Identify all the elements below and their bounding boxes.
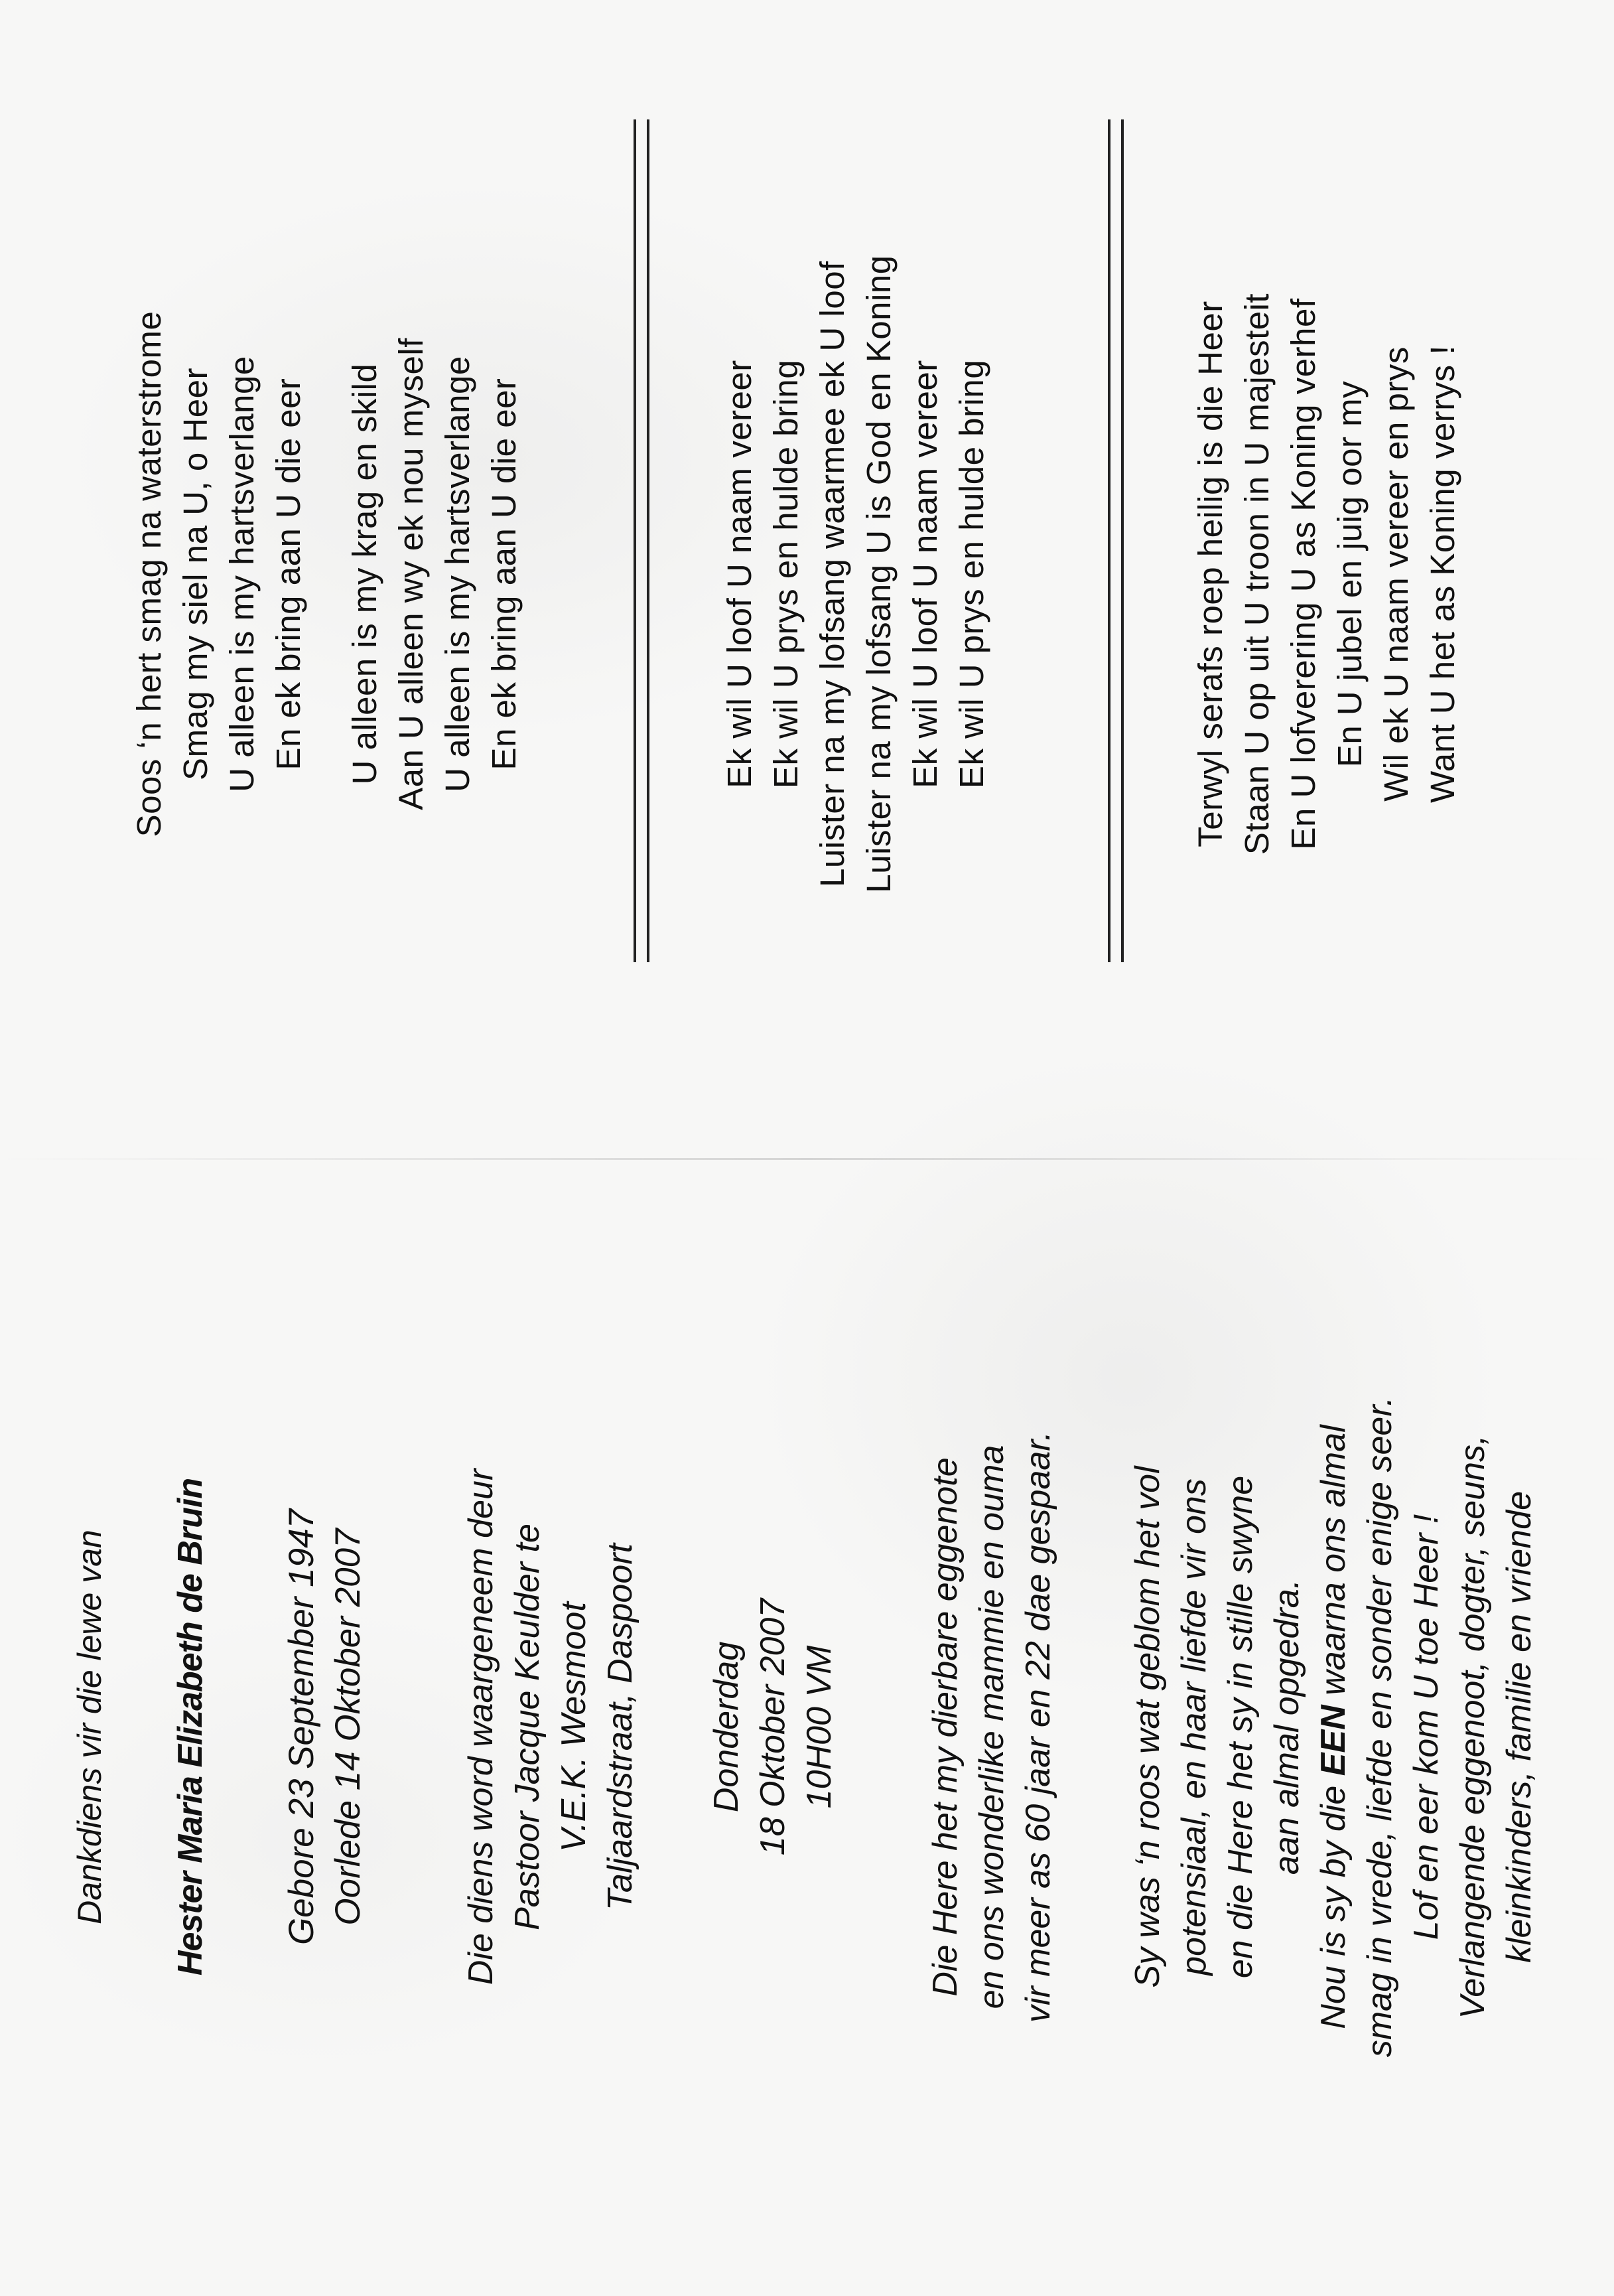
officiant-line: Die diens word waargeneem deur: [462, 1469, 500, 1985]
verse-line: Wil ek U naam vereer en prys: [1377, 346, 1415, 802]
officiant-line: Pastoor Jacque Keulder te: [508, 1524, 547, 1930]
service-date-block: [703, 1158, 842, 2296]
service-heading: Dankdiens vir die lewe van: [71, 1530, 108, 1924]
service-date: 18 Oktober 2007: [754, 1598, 792, 1856]
tribute-line: Die Here het my dierbare eggenote: [926, 1457, 965, 1997]
closing-line-bold: Nou is sy by die EEN waarna ons almal: [1314, 1425, 1353, 2029]
dates-block: [279, 1158, 371, 2296]
verse-line: Ek wil U prys en hulde bring: [953, 359, 990, 789]
verse-line: Ek wil U loof U naam vereer: [906, 360, 944, 788]
tribute-line: en ons wonderlike mammie en ouma: [973, 1445, 1011, 2009]
verse-line: Ek wil U loof U naam vereer: [720, 360, 758, 788]
officiant-line: V.E.K. Wesmoot: [555, 1602, 593, 1852]
service-day: Donderdag: [707, 1641, 746, 1813]
hymn-verse-2: [342, 0, 527, 1148]
hymn-chorus: [716, 0, 995, 1148]
een-emphasis: EEN: [1314, 1705, 1353, 1776]
verse-line: Ek wil U prys en hulde bring: [767, 359, 805, 789]
closing-line: kleinkinders, familie en vriende: [1500, 1491, 1538, 1964]
verse-line: Soos ‘n hert smag na waterstrome: [130, 311, 168, 837]
hymn-verse-3: [1187, 0, 1466, 1148]
verse-line: En U lofverering U as Koning verhef: [1284, 298, 1322, 850]
verse-line: U alleen is my hartsverlange: [223, 356, 261, 792]
tribute-line: vir meer as 60 jaar en 22 dae gespaar.: [1019, 1431, 1057, 2023]
verse-line: Want U het as Koning verrys !: [1424, 344, 1461, 804]
closing-line: Lof en eer kom U toe Heer !: [1407, 1514, 1446, 1940]
verse-line: U alleen is my krag en skild: [346, 363, 383, 785]
rose-line: en die Here het sy in stille swyne: [1221, 1475, 1260, 1979]
tribute-block: [922, 1158, 1061, 2296]
verse-line: Staan U op uit U troon in U majesteit: [1238, 293, 1276, 855]
deceased-name: Hester Maria Elizabeth de Bruin: [171, 1478, 210, 1976]
rose-block: [1124, 1158, 1310, 2296]
verse-line: U alleen is my hartsverlange: [438, 356, 476, 792]
service-time: 10H00 VM: [800, 1645, 839, 1809]
verse-line: Luister na my lofsang waarmee ek U loof: [813, 261, 851, 887]
verse-line: En ek bring aan U die eer: [485, 378, 523, 770]
officiant-line: Taljaardstraat, Daspoort: [601, 1543, 639, 1911]
double-rule: [634, 119, 649, 962]
verse-line: Luister na my lofsang U is God en Koning: [860, 255, 898, 893]
verse-line: Terwyl serafs roep heilig is die Heer: [1191, 301, 1229, 847]
double-rule: [1108, 119, 1124, 962]
officiant-block: [458, 1158, 643, 2296]
verse-line: Smag my siel na U, o Heer: [176, 368, 214, 780]
rose-line: potensiaal, en haar liefde vir ons: [1175, 1478, 1213, 1975]
closing-line: smag in vrede, liefde en sonder enige seer.: [1361, 1396, 1399, 2058]
verse-line: En ek bring aan U die eer: [269, 378, 307, 770]
verse-line: Aan U alleen wy ek nou myself: [392, 338, 430, 810]
hymn-verse-1: [126, 0, 312, 1148]
verse-line: En U jubel en juig oor my: [1331, 380, 1369, 768]
died-date: Oorlede 14 Oktober 2007: [328, 1528, 368, 1926]
closing-line: Verlangende eggenoot, dogter, seuns,: [1453, 1435, 1492, 2019]
rose-line: aan almal opgedra.: [1268, 1579, 1306, 1875]
closing-block: [1310, 1158, 1542, 2296]
born-date: Gebore 23 September 1947: [282, 1508, 321, 1946]
rose-line: Sy was ‘n roos wat geblom het vol: [1128, 1466, 1167, 1988]
service-panel: [0, 1158, 1614, 2296]
